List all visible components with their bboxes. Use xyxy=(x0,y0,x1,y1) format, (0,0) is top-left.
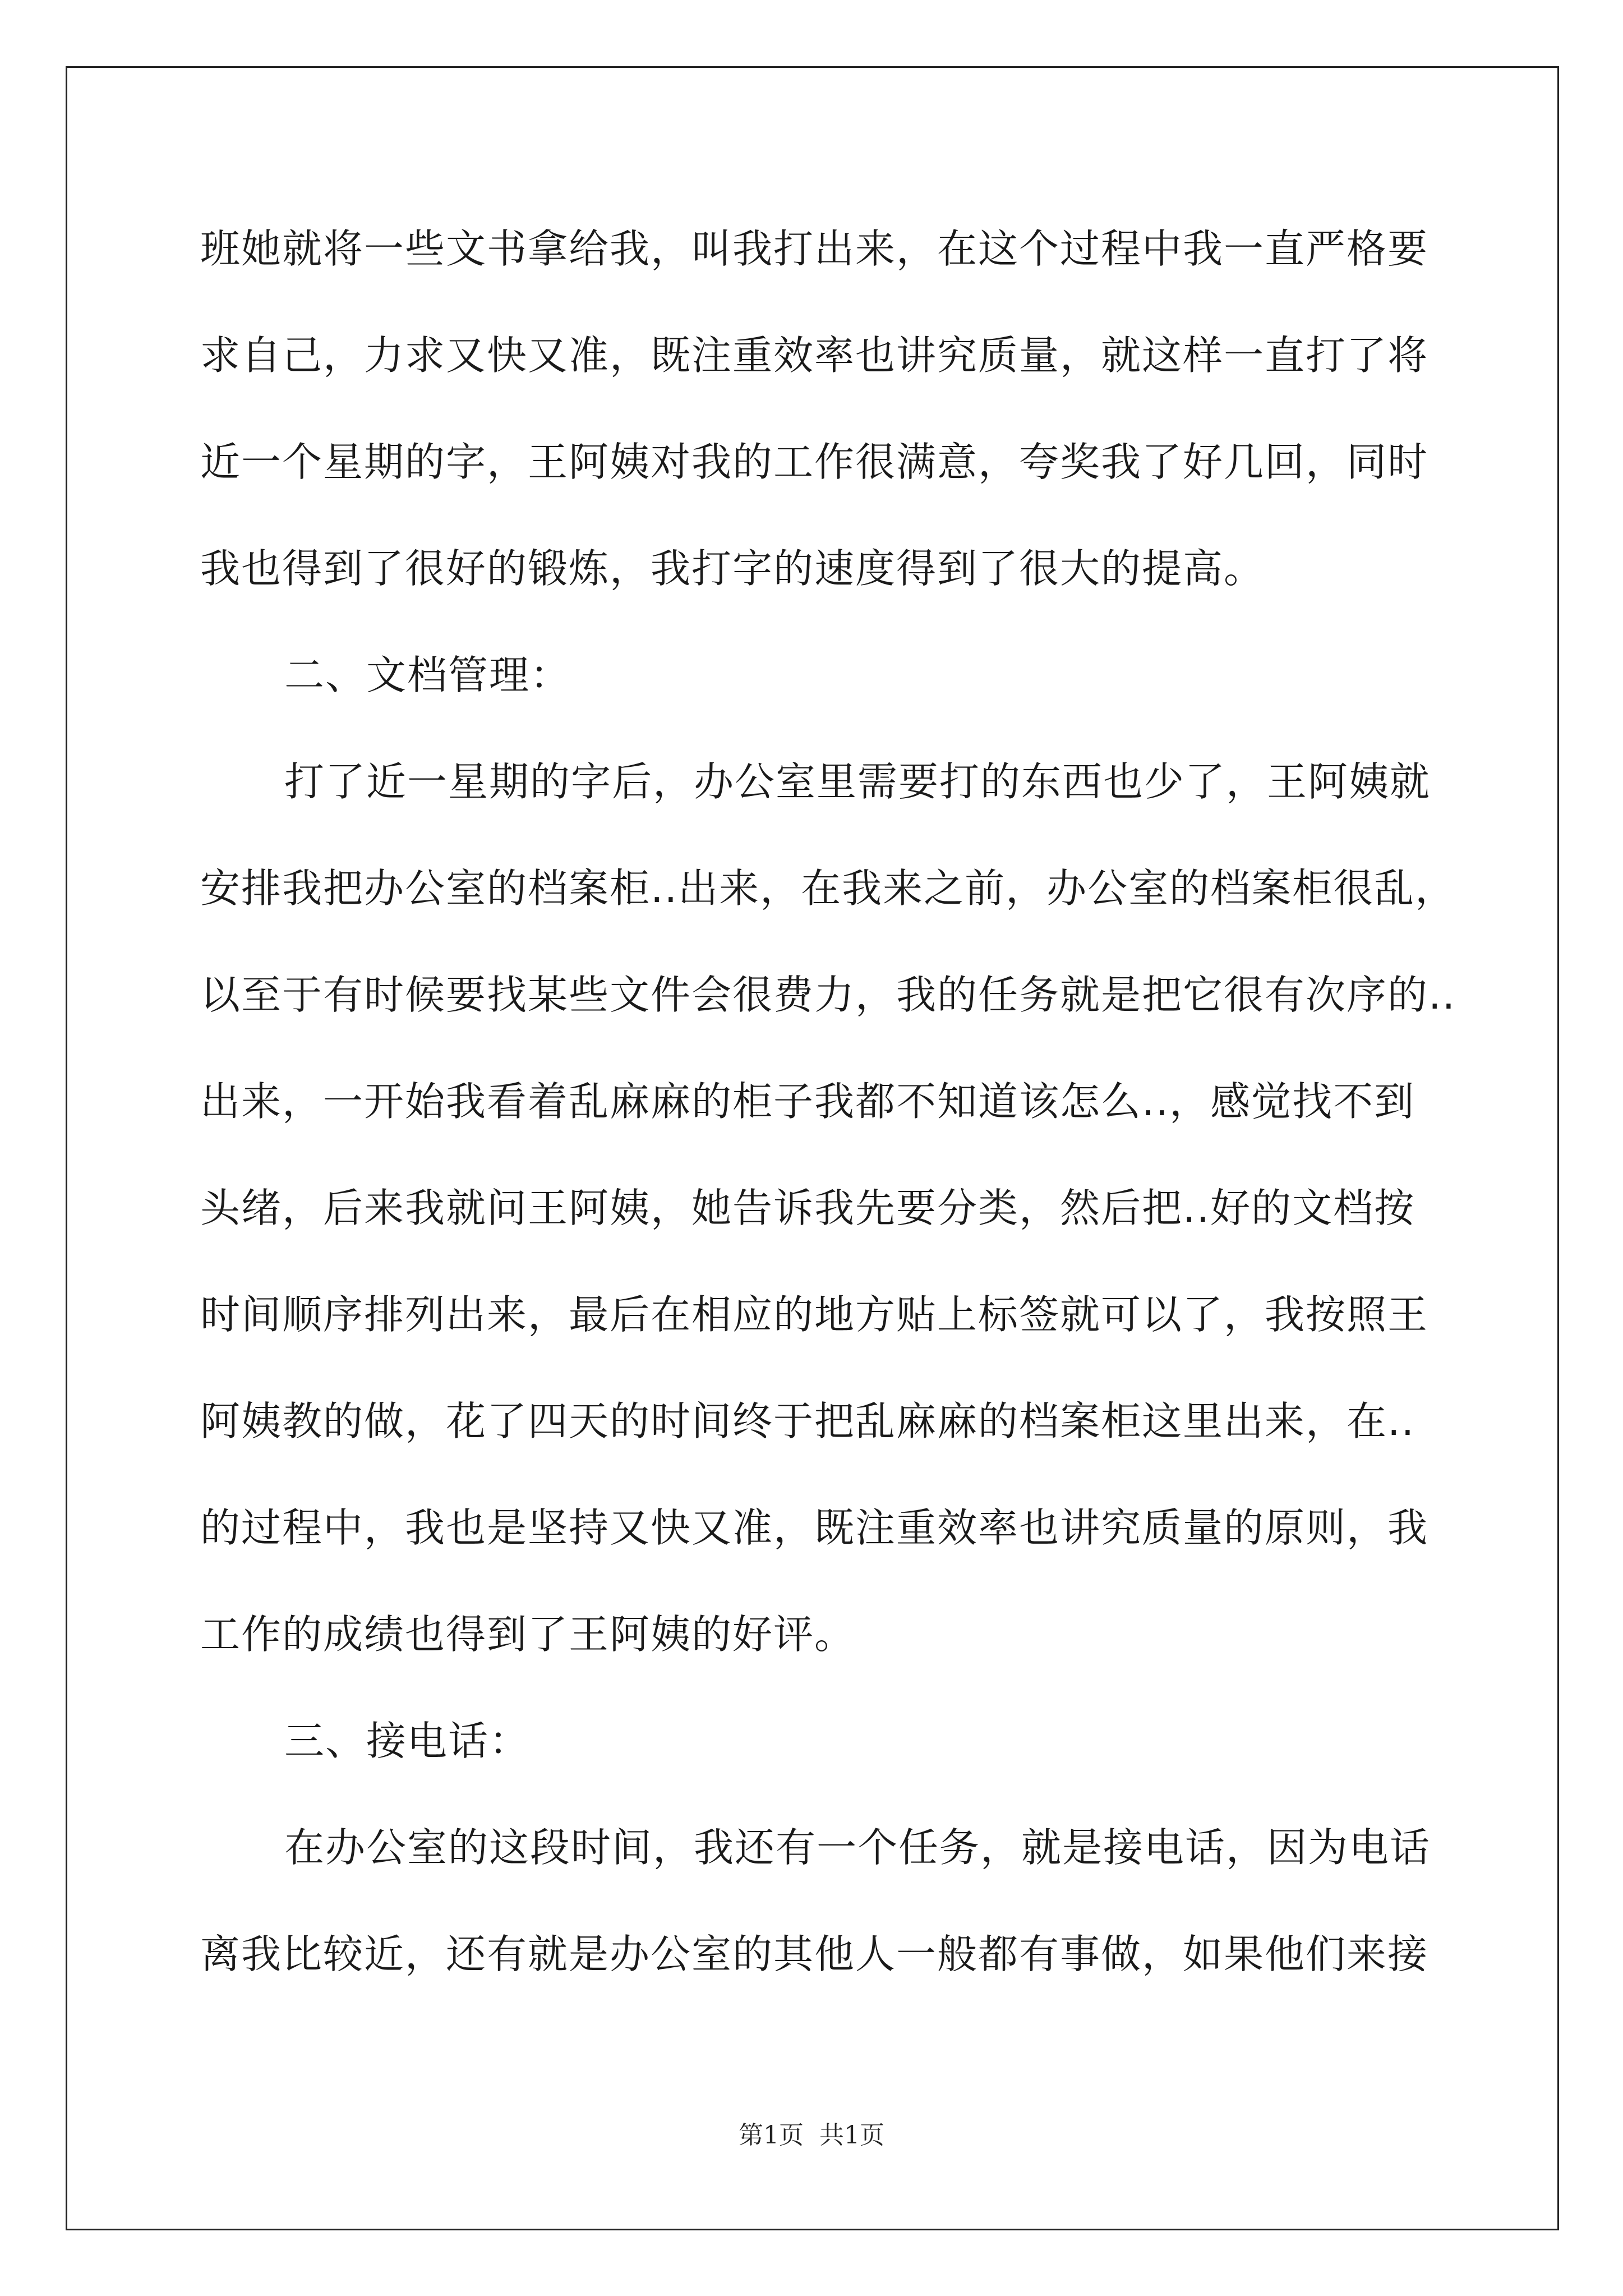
text-line: 近一个星期的字，王阿姨对我的工作很满意，夸奖我了好几回，同时 xyxy=(200,439,1429,485)
text-line: 求自己，力求又快又准，既注重效率也讲究质量，就这样一直打了将 xyxy=(200,332,1429,379)
section-heading: 三、接电话： xyxy=(284,1718,531,1764)
text-line: 阿姨教的做，花了四天的时间终于把乱麻麻的档案柜这里出来，在.. xyxy=(200,1398,1415,1444)
text-line: 以至于有时候要找某些文件会很费力，我的任务就是把它很有次序的.. xyxy=(200,972,1456,1018)
section-heading: 二、文档管理： xyxy=(284,652,571,698)
text-line: 我也得到了很好的锻炼，我打字的速度得到了很大的提高。 xyxy=(200,545,1265,592)
text-line: 的过程中，我也是坚持又快又准，既注重效率也讲究质量的原则，我 xyxy=(200,1504,1429,1551)
text-line: 工作的成绩也得到了王阿姨的好评。 xyxy=(200,1611,856,1658)
text-line: 头绪，后来我就问王阿姨，她告诉我先要分类，然后把..好的文档按 xyxy=(200,1185,1415,1231)
document-body xyxy=(200,209,1456,2021)
text-line: 班她就将一些文书拿给我，叫我打出来，在这个过程中我一直严格要 xyxy=(200,226,1429,272)
text-line: 打了近一星期的字后，办公室里需要打的东西也少了，王阿姨就 xyxy=(284,758,1431,805)
text-line: 时间顺序排列出来，最后在相应的地方贴上标签就可以了，我按照王 xyxy=(200,1291,1429,1338)
text-line: 安排我把办公室的档案柜..出来，在我来之前，办公室的档案柜很乱， xyxy=(200,865,1456,912)
page-footer: 第1页 共1页 xyxy=(739,2121,884,2150)
text-line: 在办公室的这段时间，我还有一个任务，就是接电话，因为电话 xyxy=(284,1824,1431,1871)
text-line: 出来，一开始我看着乱麻麻的柜子我都不知道该怎么..，感觉找不到 xyxy=(200,1078,1415,1125)
text-line: 离我比较近，还有就是办公室的其他人一般都有事做，如果他们来接 xyxy=(200,1931,1429,1977)
